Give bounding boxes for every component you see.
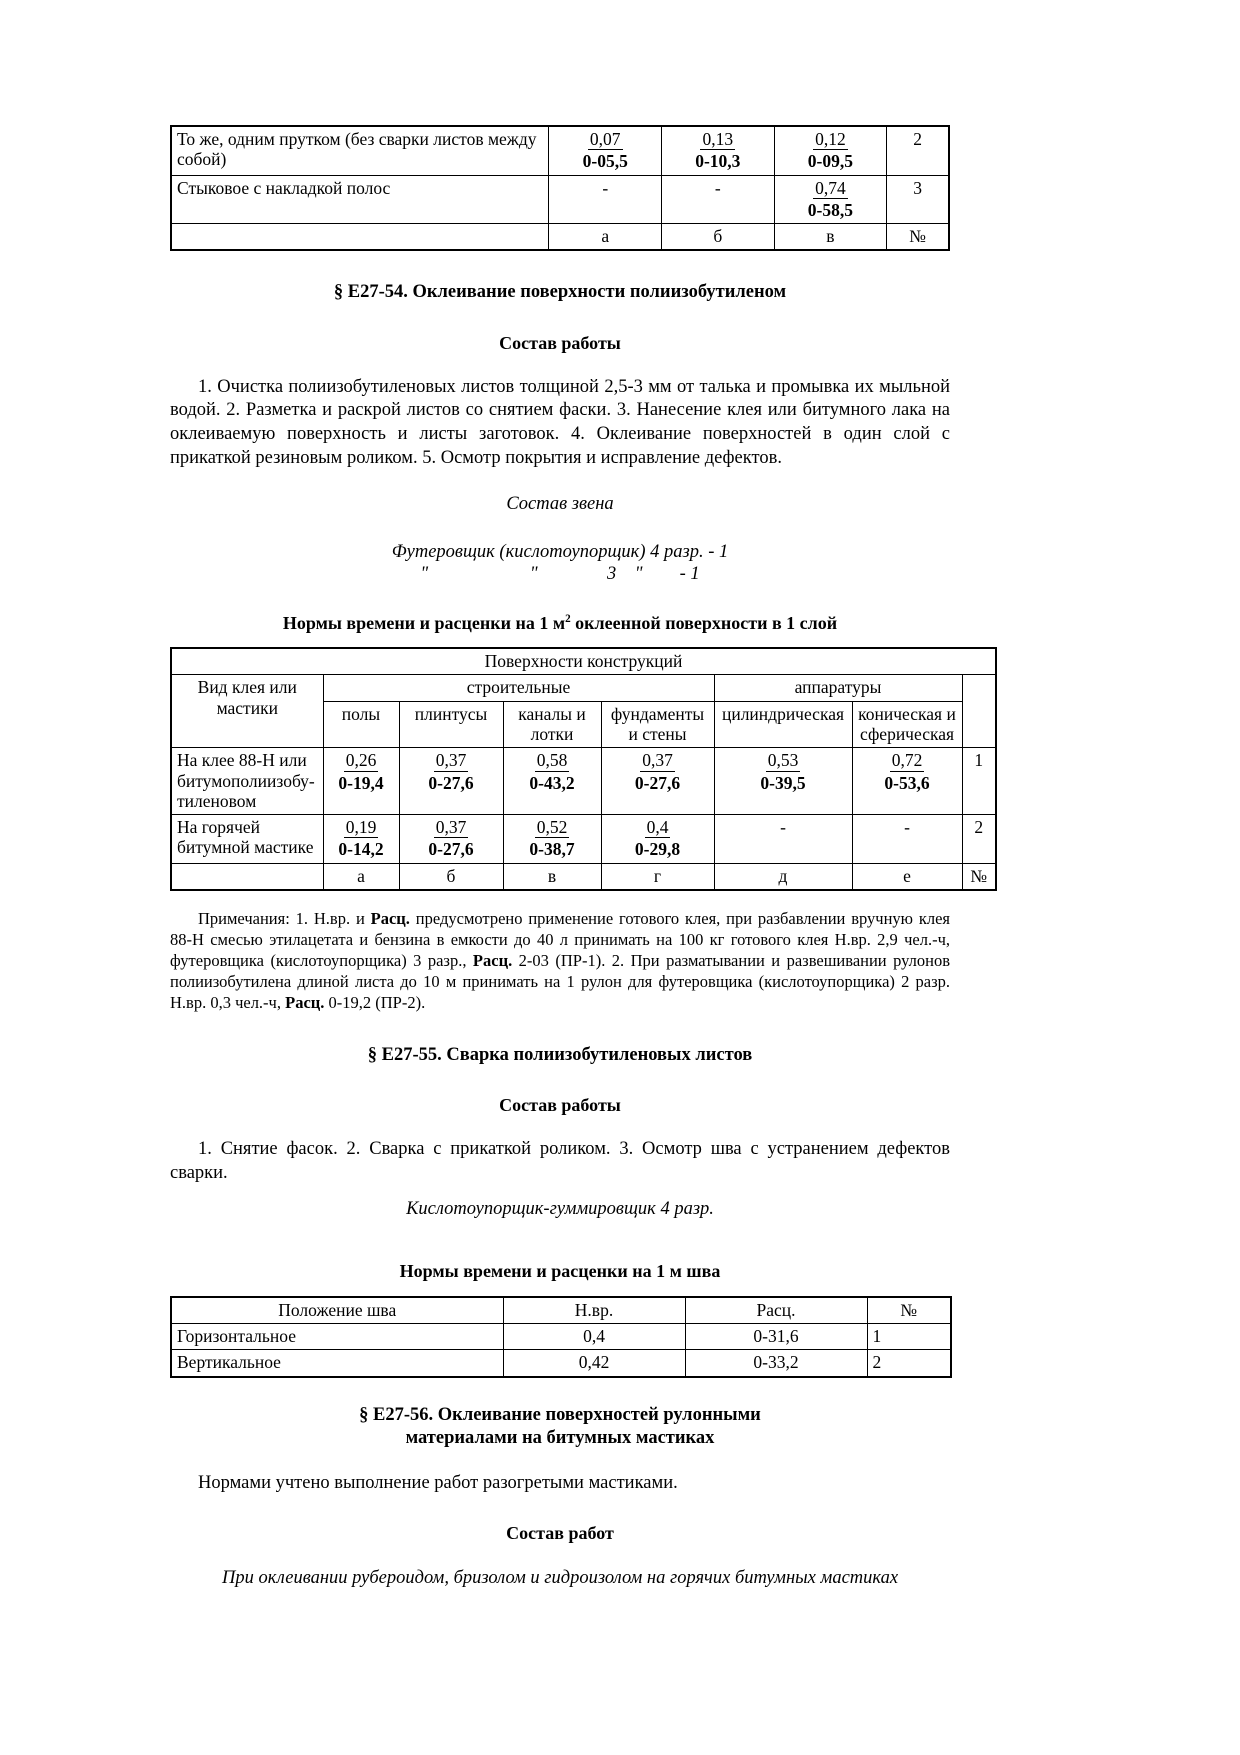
- group-building: строительные: [323, 675, 714, 701]
- norm-time: 0,52: [536, 817, 568, 838]
- row-label: Стыковое с накладкой полос: [171, 175, 549, 224]
- table-row: [171, 748, 996, 815]
- heading-line-1: § Е27-56. Оклеивание поверхностей рулонными: [359, 1404, 761, 1425]
- notes-text-1: предусмотрено применение готового клея, при разбавлении вручную клея 88-Н смесью этилацетата и бензина в емкости до 40 л принимать на 100 кг готового клея Н.вр. 2,9 чел.-ч, футеровщика (кислотоупорщика) 3 разр.,: [170, 909, 951, 970]
- norm-time: 0,37: [435, 817, 467, 838]
- column-header-channels: каналы и лотки: [503, 701, 601, 748]
- norm-time: 0,58: [536, 750, 568, 771]
- table-row: [171, 1323, 951, 1349]
- title-superscript: 2: [565, 612, 571, 625]
- cell-value: [774, 126, 887, 175]
- row-label: На горячей битумной мастике: [171, 815, 323, 864]
- norm-time: 0,19: [345, 817, 377, 838]
- rate: 0-05,5: [582, 151, 628, 172]
- column-header-plinths: плинтусы: [399, 701, 503, 748]
- norm-time: 0,74: [815, 177, 846, 198]
- cell-norm-time: 0,42: [503, 1350, 685, 1377]
- row-number: 2: [962, 815, 996, 864]
- seam-table-title: Нормы времени и расценки на 1 м шва: [399, 1261, 721, 1282]
- rate: 0-27,6: [428, 772, 474, 793]
- rate: 0-38,7: [529, 839, 575, 860]
- table-row: [171, 126, 949, 175]
- rate: 0-58,5: [807, 199, 853, 220]
- cell-value: [503, 748, 601, 815]
- cell-value: [662, 126, 775, 175]
- rate: 0-10,3: [695, 151, 741, 172]
- column-header-rate: Расц.: [685, 1297, 867, 1324]
- rate: 0-14,2: [338, 839, 384, 860]
- norm-time: 0,07: [589, 129, 621, 149]
- crew-composition-heading: Состав звена: [506, 494, 614, 515]
- notes-bold-3: Расц.: [285, 992, 325, 1012]
- footer-label: [171, 863, 323, 890]
- column-header-glue-type: Вид клея или мастики: [171, 675, 323, 748]
- section-56-italic-line: При оклеивании рубероидом, бризолом и гидроизолом на горячих битумных мастиках: [221, 1568, 899, 1589]
- table-row: [171, 175, 949, 224]
- work-composition-heading-55: Состав работы: [499, 1094, 621, 1115]
- work-composition-heading-56: Состав работ: [506, 1523, 614, 1544]
- seam-norms-table: [170, 1296, 952, 1378]
- footer-letter: е: [852, 863, 962, 890]
- section-heading-e27-54: § Е27-54. Оклеивание поверхности полиизобутиленом: [333, 282, 787, 303]
- row-number: 1: [962, 748, 996, 815]
- work-composition-text-55: 1. Снятие фасок. 2. Сварка с прикаткой роликом. 3. Осмотр шва с устранением дефектов сварки.: [170, 1138, 950, 1183]
- group-header: Поверхности конструкций: [171, 648, 996, 675]
- cell-value: [714, 748, 852, 815]
- notes-prefix: Примечания: 1. Н.вр. и: [198, 909, 371, 929]
- notes-bold-1: Расц.: [370, 909, 410, 929]
- section-heading-e27-56: [170, 1404, 950, 1450]
- cell-norm-time: 0,4: [503, 1323, 685, 1349]
- rate: 0-53,6: [884, 772, 930, 793]
- heading-line-2: материалами на битумных мастиках: [405, 1427, 715, 1448]
- main-table-title: [170, 612, 950, 635]
- footer-letter: а: [549, 224, 662, 251]
- row-number: 1: [867, 1323, 951, 1349]
- column-header-conical: коническая и сферическая: [852, 701, 962, 748]
- rate: 0-09,5: [807, 151, 853, 172]
- document-page: [170, 125, 988, 1589]
- norm-time: 0,12: [815, 129, 846, 149]
- section-heading-e27-55: § Е27-55. Сварка полиизобутиленовых листов: [367, 1044, 753, 1065]
- column-header-seam-position: Положение шва: [171, 1297, 503, 1324]
- footer-letter: б: [662, 224, 775, 251]
- cell-value: [323, 748, 399, 815]
- rate: 0-19,4: [338, 772, 384, 793]
- row-label: Вертикальное: [171, 1350, 503, 1377]
- notes-bold-2: Расц.: [472, 950, 513, 970]
- cell-value: [323, 815, 399, 864]
- notes-text-2: 2-03 (ПР-1). 2. При разматывании и развешивании рулонов полиизобутилена длиной листа до 10 м принимать на 1 рулон для футеровщика (кислотоупорщика) 2 разр. Н.вр. 0,3 чел.-ч,: [170, 950, 951, 1012]
- cell-value: [399, 748, 503, 815]
- notes-text-3: 0-19,2 (ПР-2).: [324, 992, 426, 1012]
- footer-number-symbol: №: [962, 863, 996, 890]
- norm-time: 0,4: [646, 817, 669, 838]
- footer-letter: г: [601, 863, 714, 890]
- table-header-row: [171, 1297, 951, 1324]
- cell-value: -: [714, 815, 852, 864]
- table-row: [171, 1350, 951, 1377]
- crew-composition: [170, 541, 950, 585]
- row-number: 3: [887, 175, 949, 224]
- title-part-2: оклеенной поверхности в 1 слой: [570, 612, 838, 633]
- cell-value: [601, 748, 714, 815]
- cell-value: [601, 815, 714, 864]
- cell-value: [549, 126, 662, 175]
- group-apparatus: аппаратуры: [714, 675, 962, 701]
- footer-letter: д: [714, 863, 852, 890]
- cell-value: [852, 748, 962, 815]
- top-continuation-table: [170, 125, 950, 251]
- norm-time: 0,37: [435, 750, 467, 771]
- column-header-number: №: [867, 1297, 951, 1324]
- cell-value: [399, 815, 503, 864]
- norm-time: 0,13: [702, 129, 734, 149]
- rate: 0-29,8: [634, 839, 681, 860]
- footer-label: [171, 224, 549, 251]
- rate: 0-39,5: [760, 772, 806, 793]
- main-norms-table: [170, 647, 997, 891]
- crew-line-1: Футеровщик (кислотоупорщик) 4 разр. - 1: [391, 542, 729, 563]
- row-number: 2: [887, 126, 949, 175]
- norm-time: 0,72: [891, 750, 923, 771]
- footer-letter: в: [503, 863, 601, 890]
- footer-letter: в: [774, 224, 887, 251]
- table-row: [171, 815, 996, 864]
- title-part-1: Нормы времени и расценки на 1 м: [282, 612, 566, 633]
- cell-rate: 0-33,2: [685, 1350, 867, 1377]
- work-composition-text-54: 1. Очистка полиизобутиленовых листов толщиной 2,5-3 мм от талька и промывка их мыльной водой. 2. Разметка и раскрой листов со снятием фаски. 3. Нанесение клея или битумного лака на оклеиваемую поверхность и листы заготовок. 4. Оклеивание поверхностей в один слой с прикаткой резиновым роликом. 5. Осмотр покрытия и исправление дефектов.: [170, 376, 950, 468]
- rate: 0-43,2: [529, 772, 575, 793]
- cell-rate: 0-31,6: [685, 1323, 867, 1349]
- table-subgroup-row: [171, 675, 996, 701]
- norm-time: 0,26: [345, 750, 377, 771]
- rate: 0-27,6: [428, 839, 474, 860]
- footer-number-symbol: №: [887, 224, 949, 251]
- column-header-norm-time: Н.вр.: [503, 1297, 685, 1324]
- norm-time: 0,53: [767, 750, 799, 771]
- table-group-header-row: [171, 648, 996, 675]
- table-footer-row: [171, 863, 996, 890]
- work-composition-heading-54: Состав работы: [499, 332, 621, 353]
- row-label: Горизонтальное: [171, 1323, 503, 1349]
- notes-paragraph: [170, 909, 950, 1014]
- row-label: На клее 88-Н или битумополиизобу-тиленовом: [171, 748, 323, 815]
- cell-value: -: [549, 175, 662, 224]
- column-header-cylindrical: цилиндрическая: [714, 701, 852, 748]
- rate: 0-27,6: [634, 772, 681, 793]
- crew-composition-55: Кислотоупорщик-гуммировщик 4 разр.: [406, 1199, 714, 1220]
- norm-time: 0,37: [642, 750, 673, 771]
- cell-value: [503, 815, 601, 864]
- row-label: То же, одним прутком (без сварки листов между собой): [171, 126, 549, 175]
- column-header-foundations: фундаменты и стены: [601, 701, 714, 748]
- footer-letter: б: [399, 863, 503, 890]
- row-number: 2: [867, 1350, 951, 1377]
- cell-value: -: [662, 175, 775, 224]
- crew-line-2: " " 3 " - 1: [420, 564, 700, 585]
- empty-corner-cell: [962, 675, 996, 748]
- column-header-floors: полы: [323, 701, 399, 748]
- cell-value: -: [852, 815, 962, 864]
- cell-value: [774, 175, 887, 224]
- footer-letter: а: [323, 863, 399, 890]
- table-footer-row: [171, 224, 949, 251]
- section-56-intro: Нормами учтено выполнение работ разогретыми мастиками.: [198, 1472, 678, 1493]
